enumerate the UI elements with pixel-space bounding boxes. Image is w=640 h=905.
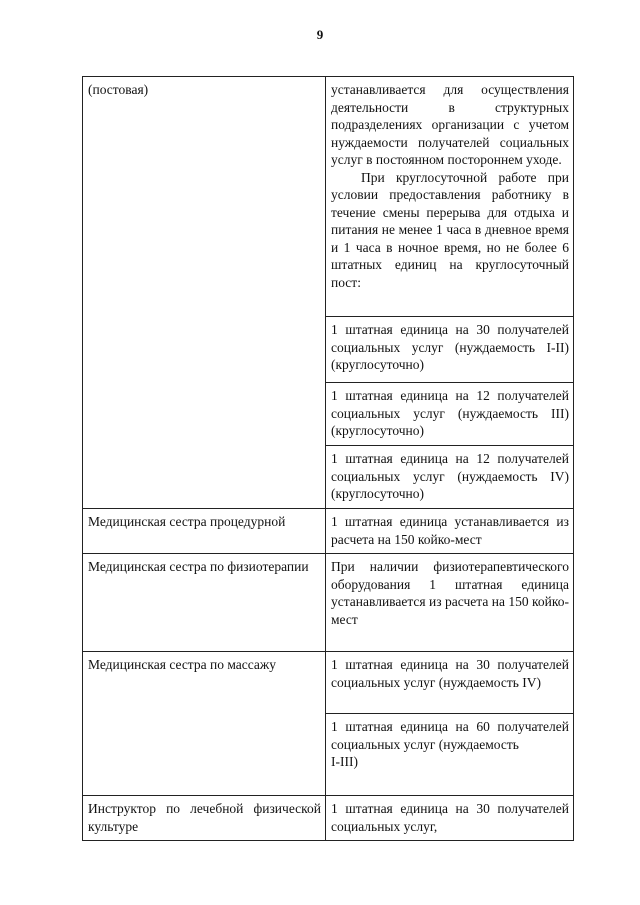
norm-text: При круглосуточной работе при условии предоставления работнику в течение смены перерыва для отдыха и питания не менее 1 часа в дневное время и 1 часа в ночное время, но не более 6 штатных единиц на круглосуточный пост: — [331, 169, 569, 290]
page-number: 9 — [316, 27, 324, 42]
norm-text: 1 штатная единица на 30 получателей социальных услуг (нуждаемость IV) — [331, 657, 569, 690]
norm-cell — [326, 509, 574, 554]
norm-text: 1 штатная единица устанавливается из расчета на 150 койко-мест — [331, 514, 569, 547]
norm-cell — [326, 714, 574, 796]
position-label: (постовая) — [88, 82, 149, 97]
norm-cell — [326, 317, 574, 383]
position-cell — [83, 509, 326, 554]
position-cell — [83, 796, 326, 841]
table-row — [83, 77, 574, 317]
table-row — [83, 509, 574, 554]
staffing-norms-table — [82, 76, 574, 841]
norm-text: 1 штатная единица на 30 получателей социальных услуг (нуждаемость I-II) (круглосуточно) — [331, 322, 569, 372]
position-label: Медицинская сестра по физиотерапии — [88, 559, 309, 574]
norm-text: устанавливается для осуществления деятельности в структурных подразделениях организации с учетом нуждаемости получателей социальных услуг в постоянном постороннем уходе. — [331, 82, 569, 167]
norm-cell — [326, 77, 574, 317]
position-cell — [83, 652, 326, 796]
position-label: Медицинская сестра процедурной — [88, 514, 286, 529]
position-label: Инструктор по лечебной физической культуре — [88, 801, 321, 834]
norm-cell — [326, 446, 574, 509]
table-row — [83, 796, 574, 841]
table-row — [83, 652, 574, 714]
norm-cell — [326, 652, 574, 714]
norm-text: 1 штатная единица на 60 получателей социальных услуг (нуждаемость — [331, 719, 569, 752]
position-cell — [83, 77, 326, 509]
norm-text: 1 штатная единица на 12 получателей социальных услуг (нуждаемость III) (круглосуточно) — [331, 388, 569, 438]
norm-cell — [326, 554, 574, 652]
norm-text: 1 штатная единица на 30 получателей социальных услуг, — [331, 801, 569, 834]
table-row — [83, 554, 574, 652]
norm-cell — [326, 383, 574, 446]
norm-cell — [326, 796, 574, 841]
norm-text: I-III) — [331, 754, 358, 769]
position-label: Медицинская сестра по массажу — [88, 657, 276, 672]
position-cell — [83, 554, 326, 652]
norm-text: 1 штатная единица на 12 получателей социальных услуг (нуждаемость IV) (круглосуточно) — [331, 451, 569, 501]
norm-text: При наличии физиотерапевтического оборудования 1 штатная единица устанавливается из расчета на 150 койко-мест — [331, 559, 569, 627]
